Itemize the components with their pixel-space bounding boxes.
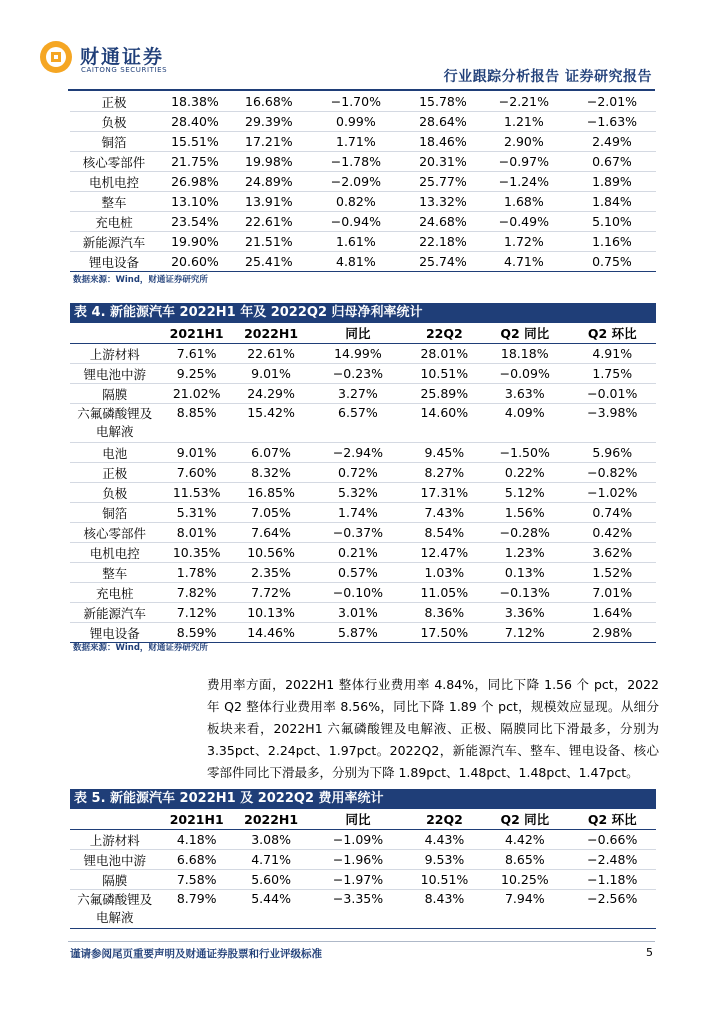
data-cell: 20.60% [158, 252, 232, 272]
header-cell: 2022H1 [234, 323, 308, 344]
data-cell: 0.13% [481, 563, 568, 583]
data-cell: −0.23% [308, 364, 407, 384]
data-cell: 17.31% [408, 483, 481, 503]
row-label: 充电桩 [70, 583, 159, 603]
row-label: 铜箔 [70, 132, 158, 152]
data-cell: 7.60% [159, 463, 233, 483]
data-cell: 9.25% [159, 364, 233, 384]
data-cell: 25.74% [406, 252, 480, 272]
data-cell: 13.10% [158, 192, 232, 212]
row-label-line-2: 电解液 [95, 910, 134, 925]
data-cell: 10.51% [408, 364, 481, 384]
table-row [70, 603, 656, 623]
table-row [70, 152, 656, 172]
table-row [70, 523, 656, 543]
row-label: 负极 [70, 483, 159, 503]
data-cell: 5.44% [234, 890, 308, 929]
table-row [70, 623, 656, 643]
table-row [70, 192, 656, 212]
row-label: 隔膜 [70, 870, 159, 890]
data-cell: 3.36% [481, 603, 568, 623]
table-row [70, 850, 656, 870]
data-cell: 19.98% [232, 152, 306, 172]
data-cell: 5.31% [159, 503, 233, 523]
data-cell: 3.08% [234, 830, 308, 850]
header-cell: 22Q2 [408, 323, 481, 344]
row-label: 锂电池中游 [70, 850, 159, 870]
table-row [70, 344, 656, 364]
data-cell: 1.56% [481, 503, 568, 523]
data-cell: 7.05% [234, 503, 308, 523]
table-row [70, 870, 656, 890]
footer-divider [68, 941, 655, 942]
header-cell: 2022H1 [234, 809, 308, 830]
table-row [70, 404, 656, 443]
data-cell: 3.01% [308, 603, 407, 623]
data-cell: 25.77% [406, 172, 480, 192]
row-label: 核心零部件 [70, 152, 158, 172]
data-cell: −2.94% [308, 443, 407, 463]
data-cell: 22.61% [234, 344, 308, 364]
paragraph-text: 费用率方面，2022H1 整体行业费用率 4.84%，同比下降 1.56 个 pct，2022 年 Q2 整体行业费用率 8.56%，同比下降 1.89 个 pct，规模效应显现。从细分板块来看，2022H1 六氟磷酸锂及电解液、正极、隔膜同比下滑最多，分别为 3.35pct、2.24pct、1.97pct。2022Q2，新能源汽车、整车、锂电设备、核心零部件同比下滑最多，分别为下降 1.89pct、1.48pct、1.48pct、1.47pct。 [207, 677, 659, 780]
data-cell: 26.98% [158, 172, 232, 192]
data-cell: −1.50% [481, 443, 568, 463]
data-cell: 29.39% [232, 112, 306, 132]
row-label: 负极 [70, 112, 158, 132]
data-cell: 4.18% [159, 830, 233, 850]
data-cell: 5.32% [308, 483, 407, 503]
data-cell: 13.32% [406, 192, 480, 212]
data-cell: 10.13% [234, 603, 308, 623]
data-cell: −1.09% [308, 830, 407, 850]
data-cell: 4.81% [306, 252, 406, 272]
data-cell: 7.82% [159, 583, 233, 603]
page-header [0, 0, 724, 92]
data-cell: 8.79% [159, 890, 233, 929]
data-cell: −0.01% [568, 384, 656, 404]
data-cell: 3.27% [308, 384, 407, 404]
data-cell: −1.18% [568, 870, 656, 890]
data-cell: 18.38% [158, 92, 232, 112]
data-cell: −2.48% [568, 850, 656, 870]
data-cell: 13.91% [232, 192, 306, 212]
data-cell: 2.35% [234, 563, 308, 583]
header-cell: 2021H1 [159, 323, 233, 344]
table-row [70, 172, 656, 192]
header-cell: Q2 环比 [568, 809, 656, 830]
data-cell: 11.05% [408, 583, 481, 603]
data-cell: −0.37% [308, 523, 407, 543]
data-cell: 19.90% [158, 232, 232, 252]
data-cell: 7.64% [234, 523, 308, 543]
row-label-line-1: 六氟磷酸锂及 [77, 892, 153, 907]
data-cell: −1.24% [480, 172, 568, 192]
data-cell: 0.74% [568, 503, 656, 523]
data-cell: 0.22% [481, 463, 568, 483]
data-cell: 1.78% [159, 563, 233, 583]
table-4-net-margin [70, 323, 656, 643]
data-cell: 11.53% [159, 483, 233, 503]
data-cell: 8.43% [408, 890, 481, 929]
data-cell: 7.43% [408, 503, 481, 523]
brand-name-cn: 财通证券 [80, 46, 165, 68]
data-cell: 22.61% [232, 212, 306, 232]
table-row [70, 443, 656, 463]
data-cell: 4.42% [481, 830, 568, 850]
table-header-row [70, 809, 656, 830]
data-cell: 15.78% [406, 92, 480, 112]
data-cell: 5.96% [568, 443, 656, 463]
source-note: 数据来源：Wind，财通证券研究所 [73, 643, 208, 653]
table-row [70, 232, 656, 252]
data-cell: 1.74% [308, 503, 407, 523]
data-cell: −2.21% [480, 92, 568, 112]
data-cell: −0.94% [306, 212, 406, 232]
row-label-line-2: 电解液 [95, 424, 134, 439]
data-cell: −1.96% [308, 850, 407, 870]
data-cell: 0.82% [306, 192, 406, 212]
data-cell: −0.10% [308, 583, 407, 603]
data-cell: 10.25% [481, 870, 568, 890]
table-4-caption: 表 4. 新能源汽车 2022H1 年及 2022Q2 归母净利率统计 [70, 303, 656, 323]
data-cell: 21.51% [232, 232, 306, 252]
data-cell: 6.57% [308, 404, 407, 443]
table-row [70, 463, 656, 483]
data-cell: 2.90% [480, 132, 568, 152]
row-label: 正极 [70, 463, 159, 483]
table-top-continued [70, 92, 656, 272]
data-cell: −2.09% [306, 172, 406, 192]
data-cell: 20.31% [406, 152, 480, 172]
data-cell: 7.61% [159, 344, 233, 364]
row-label: 铜箔 [70, 503, 159, 523]
row-label: 电池 [70, 443, 159, 463]
data-cell: −0.09% [481, 364, 568, 384]
row-label: 新能源汽车 [70, 603, 159, 623]
data-cell: 3.63% [481, 384, 568, 404]
data-cell: −0.97% [480, 152, 568, 172]
data-cell: 17.50% [408, 623, 481, 643]
data-cell: 4.09% [481, 404, 568, 443]
table-row [70, 563, 656, 583]
data-cell: 6.07% [234, 443, 308, 463]
data-cell: 16.85% [234, 483, 308, 503]
data-cell: 1.71% [306, 132, 406, 152]
row-label: 电机电控 [70, 172, 158, 192]
row-label: 充电桩 [70, 212, 158, 232]
footer-disclaimer: 谨请参阅尾页重要声明及财通证券股票和行业评级标准 [70, 948, 322, 960]
caitong-logo-icon [38, 39, 74, 75]
row-label: 上游材料 [70, 344, 159, 364]
table-row [70, 132, 656, 152]
data-cell: 10.51% [408, 870, 481, 890]
data-cell: 1.84% [568, 192, 656, 212]
data-cell: 1.03% [408, 563, 481, 583]
data-cell: 0.99% [306, 112, 406, 132]
data-cell: 1.64% [568, 603, 656, 623]
row-label: 隔膜 [70, 384, 159, 404]
data-cell: 5.10% [568, 212, 656, 232]
data-cell: 8.59% [159, 623, 233, 643]
header-divider [68, 89, 655, 91]
data-cell: −0.28% [481, 523, 568, 543]
data-cell: −1.63% [568, 112, 656, 132]
data-cell: 7.01% [568, 583, 656, 603]
data-cell: 28.01% [408, 344, 481, 364]
table-row [70, 890, 656, 929]
data-cell: 9.53% [408, 850, 481, 870]
data-cell: 25.41% [232, 252, 306, 272]
row-label: 核心零部件 [70, 523, 159, 543]
data-cell: 1.89% [568, 172, 656, 192]
data-cell: 10.35% [159, 543, 233, 563]
data-cell: 14.60% [408, 404, 481, 443]
table-row [70, 212, 656, 232]
data-cell: 28.40% [158, 112, 232, 132]
row-label: 正极 [70, 92, 158, 112]
row-label [70, 404, 159, 443]
data-cell: 8.01% [159, 523, 233, 543]
row-label: 整车 [70, 563, 159, 583]
table-row [70, 252, 656, 272]
data-cell: 18.18% [481, 344, 568, 364]
data-cell: 8.36% [408, 603, 481, 623]
data-cell: 5.60% [234, 870, 308, 890]
data-cell: 7.12% [159, 603, 233, 623]
row-label: 上游材料 [70, 830, 159, 850]
data-cell: 22.18% [406, 232, 480, 252]
row-label: 电机电控 [70, 543, 159, 563]
data-cell: 23.54% [158, 212, 232, 232]
table-row [70, 92, 656, 112]
row-label: 锂电池中游 [70, 364, 159, 384]
data-cell: −1.70% [306, 92, 406, 112]
table-row [70, 364, 656, 384]
data-cell: 1.75% [568, 364, 656, 384]
data-cell: 9.01% [234, 364, 308, 384]
data-cell: 0.21% [308, 543, 407, 563]
data-cell: 4.71% [480, 252, 568, 272]
data-cell: −0.49% [480, 212, 568, 232]
data-cell: 0.67% [568, 152, 656, 172]
data-cell: 1.61% [306, 232, 406, 252]
header-cell: 同比 [308, 809, 407, 830]
data-cell: 15.42% [234, 404, 308, 443]
data-cell: 1.52% [568, 563, 656, 583]
header-cell-blank [70, 323, 159, 344]
data-cell: 1.23% [481, 543, 568, 563]
data-cell: 4.71% [234, 850, 308, 870]
data-cell: 0.57% [308, 563, 407, 583]
data-cell: 8.32% [234, 463, 308, 483]
data-cell: 14.46% [234, 623, 308, 643]
data-cell: 24.68% [406, 212, 480, 232]
data-cell: 7.12% [481, 623, 568, 643]
expense-ratio-paragraph [207, 674, 659, 784]
data-cell: −0.66% [568, 830, 656, 850]
header-cell-blank [70, 809, 159, 830]
data-cell: 1.72% [480, 232, 568, 252]
data-cell: −2.56% [568, 890, 656, 929]
data-cell: −2.01% [568, 92, 656, 112]
row-label: 新能源汽车 [70, 232, 158, 252]
data-cell: 24.29% [234, 384, 308, 404]
table-row [70, 830, 656, 850]
data-cell: 24.89% [232, 172, 306, 192]
data-cell: 1.16% [568, 232, 656, 252]
data-cell: 3.62% [568, 543, 656, 563]
data-cell: 4.91% [568, 344, 656, 364]
row-label: 锂电设备 [70, 252, 158, 272]
source-note: 数据来源：Wind，财通证券研究所 [73, 275, 208, 285]
data-cell: 5.87% [308, 623, 407, 643]
data-cell: 4.43% [408, 830, 481, 850]
data-cell: 9.45% [408, 443, 481, 463]
report-type-label: 行业跟踪分析报告 证券研究报告 [443, 69, 652, 85]
data-cell: −1.78% [306, 152, 406, 172]
data-cell: −0.82% [568, 463, 656, 483]
table-row [70, 543, 656, 563]
data-cell: 7.58% [159, 870, 233, 890]
brand-name-en: CAITONG SECURITIES [81, 66, 168, 74]
data-cell: 18.46% [406, 132, 480, 152]
data-cell: 2.49% [568, 132, 656, 152]
data-cell: 1.21% [480, 112, 568, 132]
row-label-line-1: 六氟磷酸锂及 [77, 406, 153, 421]
data-cell: 7.94% [481, 890, 568, 929]
data-cell: 10.56% [234, 543, 308, 563]
row-label: 整车 [70, 192, 158, 212]
data-cell: 12.47% [408, 543, 481, 563]
data-cell: −1.02% [568, 483, 656, 503]
row-label: 锂电设备 [70, 623, 159, 643]
data-cell: 2.98% [568, 623, 656, 643]
data-cell: 8.54% [408, 523, 481, 543]
data-cell: 0.75% [568, 252, 656, 272]
data-cell: 28.64% [406, 112, 480, 132]
row-label [70, 890, 159, 929]
data-cell: 0.42% [568, 523, 656, 543]
data-cell: 5.12% [481, 483, 568, 503]
data-cell: −3.98% [568, 404, 656, 443]
page-number: 5 [646, 946, 653, 959]
data-cell: 14.99% [308, 344, 407, 364]
header-cell: Q2 环比 [568, 323, 656, 344]
data-cell: 9.01% [159, 443, 233, 463]
header-cell: Q2 同比 [481, 323, 568, 344]
data-cell: 25.89% [408, 384, 481, 404]
data-cell: 21.75% [158, 152, 232, 172]
data-cell: 8.65% [481, 850, 568, 870]
data-cell: 17.21% [232, 132, 306, 152]
data-cell: 15.51% [158, 132, 232, 152]
data-cell: 7.72% [234, 583, 308, 603]
header-cell: 22Q2 [408, 809, 481, 830]
table-row [70, 503, 656, 523]
data-cell: 8.85% [159, 404, 233, 443]
data-cell: 6.68% [159, 850, 233, 870]
header-cell: 同比 [308, 323, 407, 344]
data-cell: 0.72% [308, 463, 407, 483]
table-5-caption: 表 5. 新能源汽车 2022H1 及 2022Q2 费用率统计 [70, 789, 656, 809]
data-cell: −1.97% [308, 870, 407, 890]
data-cell: −3.35% [308, 890, 407, 929]
table-row [70, 384, 656, 404]
data-cell: −0.13% [481, 583, 568, 603]
table-row [70, 112, 656, 132]
data-cell: 1.68% [480, 192, 568, 212]
table-header-row [70, 323, 656, 344]
header-cell: 2021H1 [159, 809, 233, 830]
table-row [70, 583, 656, 603]
data-cell: 16.68% [232, 92, 306, 112]
data-cell: 21.02% [159, 384, 233, 404]
table-row [70, 483, 656, 503]
header-cell: Q2 同比 [481, 809, 568, 830]
table-5-expense-ratio [70, 809, 656, 929]
data-cell: 8.27% [408, 463, 481, 483]
